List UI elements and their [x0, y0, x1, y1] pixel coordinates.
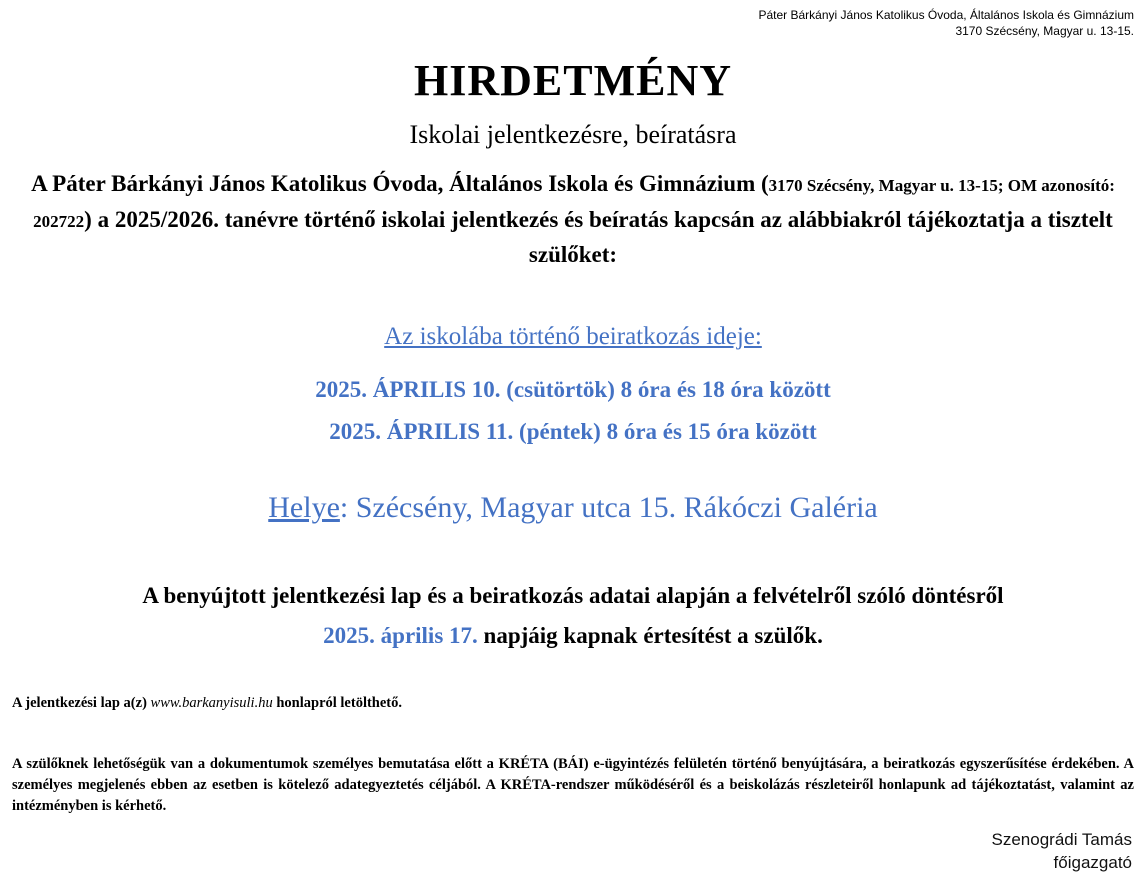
- decision-deadline-date: 2025. április 17.: [323, 623, 478, 649]
- signature-name: Szenográdi Tamás: [991, 830, 1132, 850]
- download-note-after: honlapról letölthető.: [272, 695, 403, 712]
- kreta-note-paragraph: A szülőknek lehetőségük van a dokumentumok személyes bemutatása előtt a KRÉTA (BÁI) e-ügyintézés felületén történő benyújtására, a beiratkozás egyszerűsítése érdekében. A személyes megjelenés ebben az esetben is kötelező adategyeztetés céljából. A KRÉTA-rendszer működéséről és a beiskolázás részleteiről honlapunk ad tájékoztatást, valamint az intézményben is kérhető.: [12, 756, 1134, 815]
- location-separator: :: [339, 491, 356, 525]
- intro-paragraph: [12, 166, 1134, 273]
- page-title: HIRDETMÉNY: [413, 56, 733, 106]
- decision-statement: A benyújtott jelentkezési lap és a beiratkozás adatai alapján a felvételről szóló döntésről: [142, 583, 1004, 609]
- intro-text-before: A Páter Bárkányi János Katolikus Óvoda, Általános Iskola és Gimnázium (: [31, 171, 769, 197]
- page-subtitle: Iskolai jelentkezésre, beíratásra: [409, 120, 737, 150]
- signature-block: [12, 829, 1134, 875]
- enrollment-date-1: 2025. ÁPRILIS 10. (csütörtök) 8 óra és 18 óra között: [315, 377, 831, 403]
- location-label: Helye: [268, 491, 340, 525]
- enrollment-date-2: 2025. ÁPRILIS 11. (péntek) 8 óra és 15 óra között: [329, 419, 817, 445]
- intro-small-detail: 3170 Szécsény, Magyar u. 13-15; OM azonosító: 202722: [33, 176, 1115, 231]
- intro-text-after: ) a 2025/2026. tanévre történő iskolai jelentkezés és beíratás kapcsán az alábbiakról tájékoztatja a tisztelt szülőket:: [84, 206, 1113, 268]
- enrollment-heading: Az iskolába történő beiratkozás ideje:: [384, 323, 762, 351]
- signature-role: főigazgató: [1053, 853, 1132, 873]
- location-value: Szécsény, Magyar utca 15. Rákóczi Galéria: [355, 491, 878, 525]
- decision-deadline-rest: napjáig kapnak értesítést a szülők.: [477, 623, 823, 649]
- download-note: [12, 695, 1134, 712]
- letterhead: [12, 8, 1134, 39]
- location-line: [12, 491, 1134, 525]
- letterhead-institution: Páter Bárkányi János Katolikus Óvoda, Általános Iskola és Gimnázium: [758, 8, 1134, 22]
- website-link[interactable]: www.barkanyisuli.hu: [150, 695, 273, 712]
- letterhead-address: 3170 Szécsény, Magyar u. 13-15.: [955, 23, 1134, 38]
- download-note-before: A jelentkezési lap a(z): [12, 695, 151, 712]
- decision-deadline-line: [12, 623, 1134, 649]
